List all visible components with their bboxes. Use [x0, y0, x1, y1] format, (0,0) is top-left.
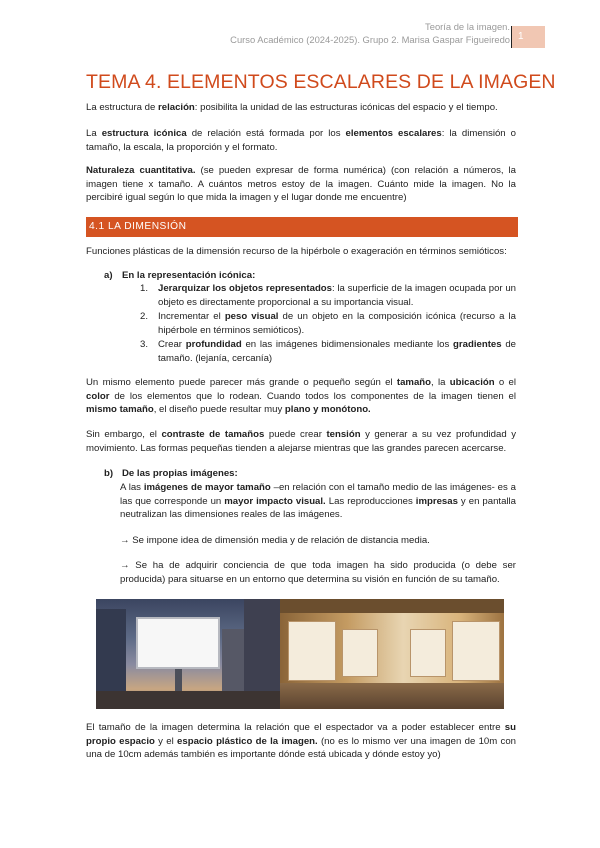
- page-title: TEMA 4. ELEMENTOS ESCALARES DE LA IMAGEN: [86, 71, 556, 93]
- arrow-note-context: → Se ha de adquirir conciencia de que toda imagen ha sido producida (o debe ser producida) para situarse en un entorno que determina su visión en función de su tamaño.: [120, 560, 516, 585]
- billboard-icon: [136, 617, 220, 669]
- closing-paragraph: El tamaño de la imagen determina la relación que el espectador va a poder establecer entre su propio espacio y el espacio plástico de la imagen. (no es lo mismo ver una imagen de 10m con una de 10cm además también es importante dónde está ubicada y dónde estoy yo): [86, 722, 517, 760]
- section-lead: Funciones plásticas de la dimensión recurso de la hipérbole o exageración en términos semióticos:: [86, 246, 507, 257]
- intro-paragraph-nature: Naturaleza cuantitativa. (se pueden expresar de forma numérica) (con relación a números, la imagen tiene x tamaño. A cuántos metros estoy de la imagen. Cuánto mide la imagen. No la percibiré igual según lo que mida la imagen y el lugar donde me encuentre): [86, 165, 516, 203]
- paragraph-size-contrast: Sin embargo, el contraste de tamaños puede crear tensión y generar a su vez profundidad y movimiento. Las formas pequeñas tienden a alejarse mientras que las grandes parecen acercarse.: [86, 429, 516, 454]
- subsection-b-text: A las imágenes de mayor tamaño –en relación con el tamaño medio de las imágenes- es a las que corresponde un mayor impacto visual. Las reproducciones impresas y en pantalla neutralizan las dimensiones reales de las imágenes.: [120, 482, 517, 520]
- subsection-a-heading: a) En la representación icónica:: [104, 270, 256, 281]
- list-item: 1. Jerarquizar los objetos representados: la superficie de la imagen ocupada por un objeto es directamente proporcional a su importancia visual.: [140, 283, 517, 308]
- header-course: Teoría de la imagen.: [425, 21, 510, 32]
- intro-paragraph-relation: La estructura de relación: posibilita la unidad de las estructuras icónicas del espacio y el tiempo.: [86, 102, 498, 113]
- corridor-photo: [280, 599, 504, 709]
- running-header: [230, 20, 510, 46]
- list-item: 2. Incrementar el peso visual de un objeto en la composición icónica (recurso a la hipérbole en términos semióticos).: [140, 311, 516, 336]
- paragraph-size-perception: Un mismo elemento puede parecer más grande o pequeño según el tamaño, la ubicación o el color de los elementos que lo rodean. Cuando todos los componentes de la imagen tienen el mismo tamaño, el diseño puede resultar muy plano y monótono.: [86, 377, 517, 415]
- subsection-b-heading: b) De las propias imágenes:: [104, 468, 238, 479]
- arrow-note-medium-size: → Se impone idea de dimensión media y de relación de distancia media.: [120, 535, 430, 546]
- billboard-photo: [96, 599, 280, 709]
- section-heading: 4.1 LA DIMENSIÓN: [86, 217, 518, 237]
- example-photos: [96, 599, 504, 709]
- page-number: 1: [511, 26, 545, 48]
- header-details: Curso Académico (2024-2025). Grupo 2. Marisa Gaspar Figueiredo: [230, 34, 510, 45]
- intro-paragraph-structure: La estructura icónica de relación está formada por los elementos escalares: la dimensión o tamaño, la escala, la proporción y el formato.: [86, 128, 516, 153]
- list-item: 3. Crear profundidad en las imágenes bidimensionales mediante los gradientes de tamaño. (lejanía, cercanía): [140, 339, 517, 364]
